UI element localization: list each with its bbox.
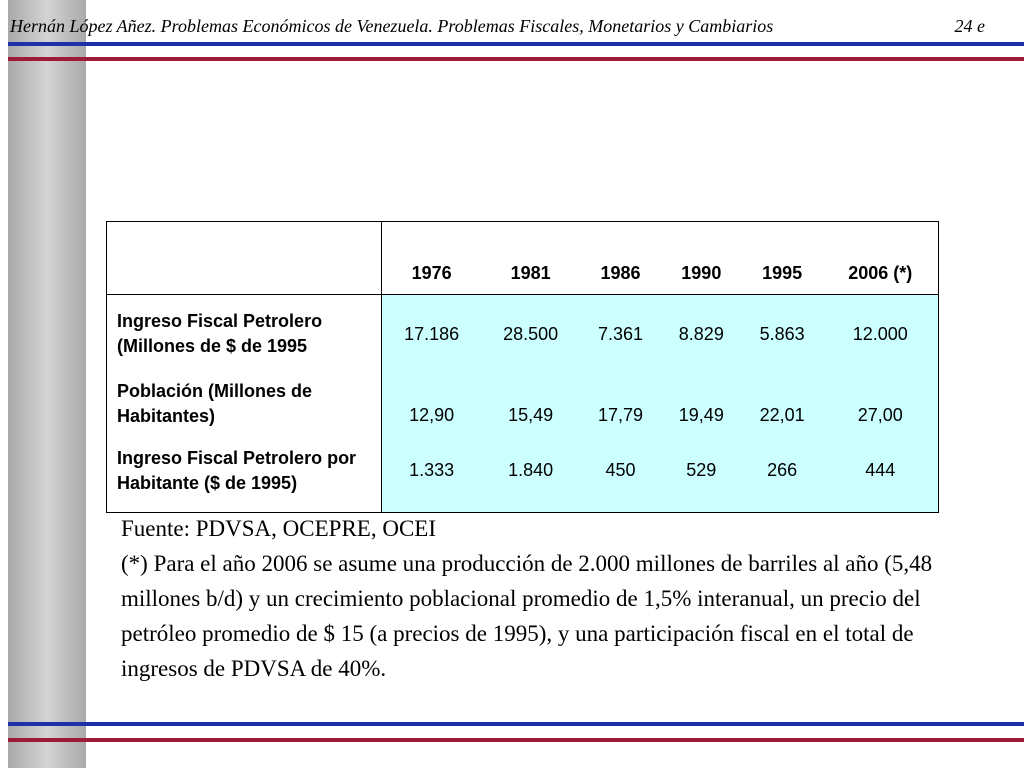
table-row <box>107 373 939 429</box>
header-rule-blue <box>8 42 1024 46</box>
table-cell: 7.361 <box>580 295 661 374</box>
table-row <box>107 429 939 513</box>
table-cell: 529 <box>661 429 742 513</box>
table-header-row <box>107 222 939 295</box>
column-header: 1981 <box>510 263 551 283</box>
table-cell: 27,00 <box>823 373 939 429</box>
header-title: Hernán López Añez. Problemas Económicos de Venezuela. Problemas Fiscales, Monetarios y Cambiarios <box>10 16 774 36</box>
table-cell: 12.000 <box>823 295 939 374</box>
column-header: 1976 <box>411 263 452 283</box>
table-cell: 28.500 <box>481 295 580 374</box>
footnote-text: (*) Para el año 2006 se asume una producción de 2.000 millones de barriles al año (5,48 millones b/d) y un crecimiento poblacional promedio de 1,5% interanual, un precio del petróleo promedio de $ 15 (a precios de 1995), y una participación fiscal en el total de ingresos de PDVSA de 40%. <box>121 551 933 681</box>
table-cell: 22,01 <box>742 373 823 429</box>
table-cell: 19,49 <box>661 373 742 429</box>
table-cell: 15,49 <box>481 373 580 429</box>
table-cell: 8.829 <box>661 295 742 374</box>
column-header: 1986 <box>600 263 641 283</box>
column-header: 2006 (*) <box>848 263 913 283</box>
left-sidebar-decoration <box>8 0 86 768</box>
slide-header <box>10 16 985 38</box>
header-rule-red <box>8 57 1024 61</box>
table-corner-cell <box>107 222 382 295</box>
column-header: 1995 <box>762 263 803 283</box>
source-notes <box>121 511 941 686</box>
row-label: Ingreso Fiscal Petrolero por Habitante ($ de 1995) <box>107 429 382 513</box>
table-cell: 450 <box>580 429 661 513</box>
table-cell: 1.840 <box>481 429 580 513</box>
table-cell: 12,90 <box>382 373 482 429</box>
page-number: 24 e <box>954 16 985 36</box>
table-cell: 5.863 <box>742 295 823 374</box>
fiscal-income-table <box>106 221 939 513</box>
table-row <box>107 295 939 374</box>
table-cell: 17,79 <box>580 373 661 429</box>
row-label: Población (Millones de Habitantes) <box>107 373 382 429</box>
source-line: Fuente: PDVSA, OCEPRE, OCEI <box>121 516 436 541</box>
footer-rule-blue <box>8 722 1024 726</box>
table-cell: 17.186 <box>382 295 482 374</box>
table-cell: 266 <box>742 429 823 513</box>
table-cell: 444 <box>823 429 939 513</box>
footer-rule-red <box>8 738 1024 742</box>
row-label: Ingreso Fiscal Petrolero (Millones de $ de 1995 <box>107 295 382 374</box>
table-cell: 1.333 <box>382 429 482 513</box>
column-header: 1990 <box>681 263 722 283</box>
